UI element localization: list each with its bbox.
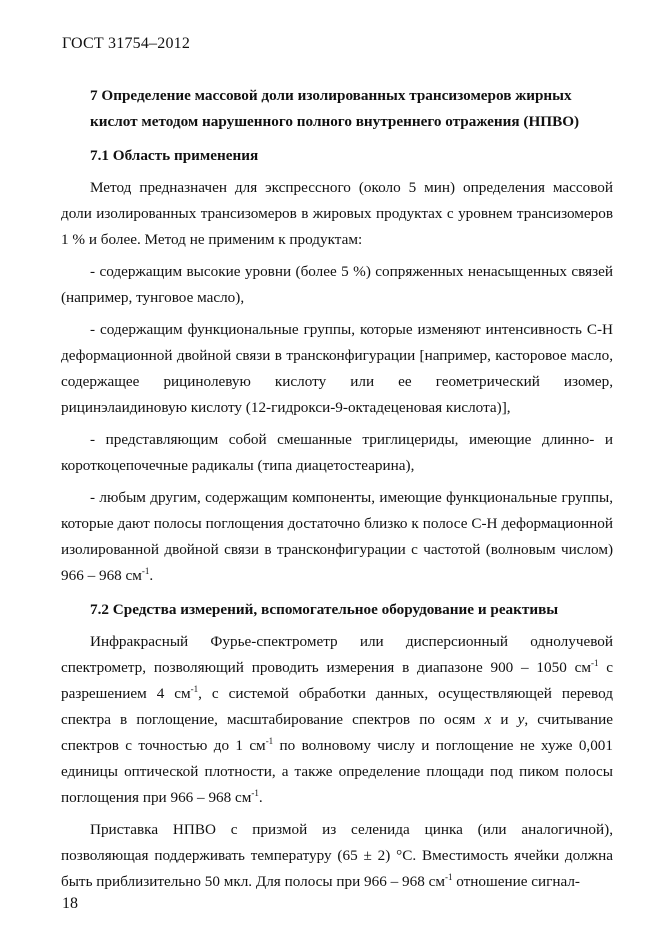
- page-body: [61, 83, 613, 901]
- scope-list-item: - содержащим функциональные группы, которые изменяют интенсивность С-Н деформационной двойной связи в трансконфигурации [например, касторовое масло, содержащее рицинолевую кислоту или ее геометрический изомер, рицинэлаидиновую кислоту (12-гидрокси-9-октадеценовая кислота)],: [61, 321, 613, 416]
- atr-attachment-paragraph: Приставка НПВО с призмой из селенида цинка (или аналогичной), позволяющая поддерживать температуру (65 ± 2) °С. Вместимость ячейки должна быть приблизительно 50 мкл. Для полосы при 966 – 968 $см^{-1}$ отношение сигнал-: [61, 821, 613, 890]
- subsection-title-7-1: 7.1 Область применения: [90, 147, 259, 164]
- page-number: 18: [62, 895, 78, 912]
- spectrometer-paragraph: Инфракрасный Фурье-спектрометр или дисперсионный однолучевой спектрометр, позволяющий проводить измерения в диапазоне 900 – 1050 $см^{-1}$ с разрешением 4 $см^{-1}$, с системой обработки данных, осуществляющей перевод спектра в поглощение, масштабирование спектров по осям x и y, считывание спектров с точностью до 1 $см^{-1}$ по волновому числу и поглощение не хуже 0,001 единицы оптической плотности, а также определение площади под пиком полосы поглощения при 966 – 968 $см^{-1}$.: [61, 633, 613, 806]
- scope-intro-paragraph: Метод предназначен для экспрессного (около 5 мин) определения массовой доли изолированных трансизомеров в жировых продуктах с уровнем трансизомеров 1 % и более. Метод не применим к продуктам:: [61, 179, 613, 248]
- section-title: 7 Определение массовой доли изолированных трансизомеров жирных кислот методом нарушенного полного внутреннего отражения (НПВО): [90, 87, 580, 130]
- scope-list-item-last: - любым другим, содержащим компоненты, имеющие функциональные группы, которые дают полосы поглощения достаточно близко к полосе С-Н деформационной изолированной двойной связи в трансконфигурации с частотой (волновым числом) 966 – 968 $см^{-1}$.: [61, 489, 613, 584]
- document-code-header: ГОСТ 31754–2012: [62, 35, 191, 52]
- subsection-title-7-2: 7.2 Средства измерений, вспомогательное оборудование и реактивы: [90, 601, 559, 618]
- scope-list-item: - содержащим высокие уровни (более 5 %) сопряженных ненасыщенных связей (например, тунговое масло),: [61, 263, 613, 306]
- scope-list-item: - представляющим собой смешанные триглицериды, имеющие длинно- и короткоцепочечные радикалы (типа диацетостеарина),: [61, 431, 613, 474]
